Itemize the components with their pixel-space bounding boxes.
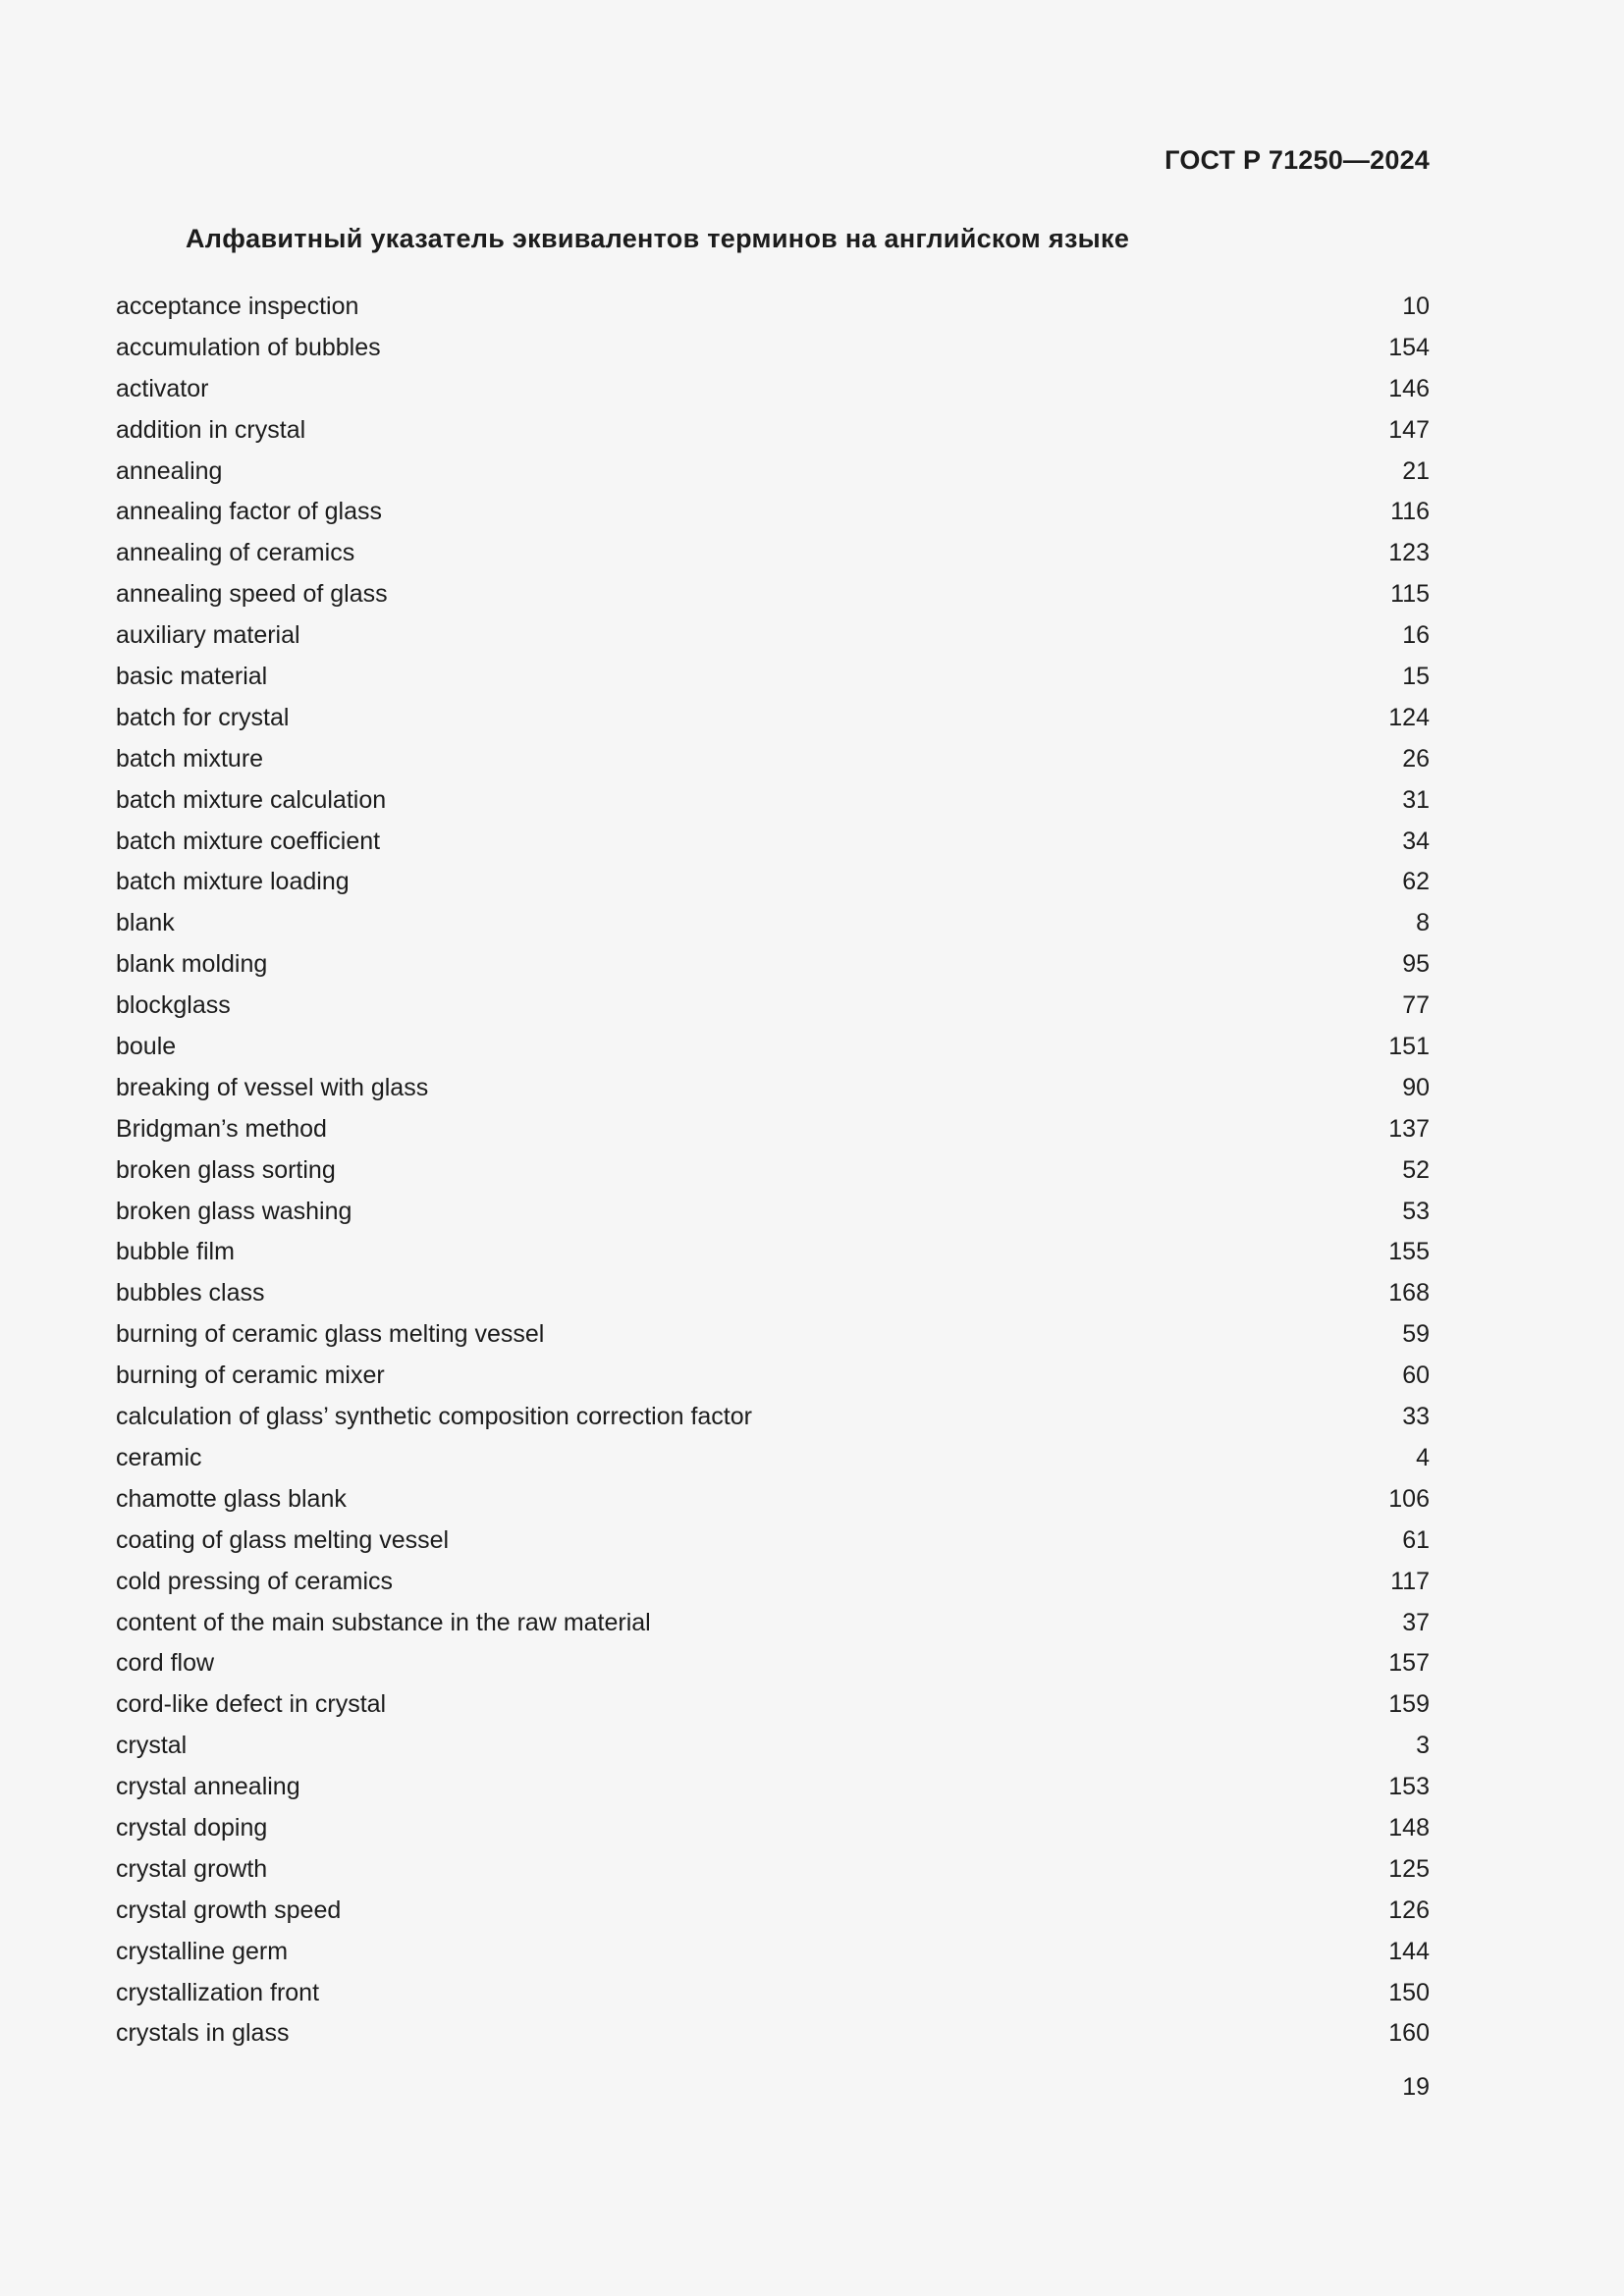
index-entry	[116, 410, 1430, 452]
index-ref-number: 3	[1416, 1732, 1430, 1760]
index-ref-number: 33	[1402, 1403, 1430, 1431]
index-ref-number: 124	[1388, 703, 1430, 731]
index-term: batch for crystal	[116, 703, 290, 731]
index-term: auxiliary material	[116, 621, 300, 650]
index-term: annealing	[116, 456, 223, 485]
index-ref-number: 77	[1402, 991, 1430, 1020]
index-term: boule	[116, 1033, 177, 1061]
index-term: accumulation of bubbles	[116, 333, 381, 361]
index-term: coating of glass melting vessel	[116, 1525, 450, 1554]
index-term: crystalline germ	[116, 1937, 289, 1965]
index-entry	[116, 1273, 1430, 1314]
index-ref-number: 154	[1388, 333, 1430, 361]
index-entry	[116, 822, 1430, 863]
index-term: crystals in glass	[116, 2019, 290, 2048]
index-term: crystal annealing	[116, 1773, 300, 1801]
index-term: cord-like defect in crystal	[116, 1690, 387, 1719]
index-entry	[116, 698, 1430, 739]
index-term: annealing of ceramics	[116, 539, 355, 567]
index-term: batch mixture loading	[116, 868, 350, 896]
index-entry	[116, 1849, 1430, 1891]
index-ref-number: 155	[1388, 1238, 1430, 1266]
index-term: crystal doping	[116, 1813, 268, 1842]
index-ref-number: 116	[1390, 498, 1430, 526]
index-term: basic material	[116, 663, 268, 691]
index-entry	[116, 1643, 1430, 1684]
index-term: batch mixture calculation	[116, 785, 387, 814]
index-ref-number: 151	[1388, 1033, 1430, 1061]
index-ref-number: 37	[1402, 1608, 1430, 1636]
index-entry	[116, 657, 1430, 698]
index-entry	[116, 1314, 1430, 1356]
index-entry	[116, 862, 1430, 903]
index-term: batch mixture coefficient	[116, 827, 381, 855]
index-ref-number: 62	[1402, 868, 1430, 896]
index-entry	[116, 986, 1430, 1027]
index-entry	[116, 1109, 1430, 1150]
index-entry	[116, 1232, 1430, 1273]
index-ref-number: 157	[1388, 1649, 1430, 1678]
index-ref-number: 125	[1388, 1854, 1430, 1883]
index-ref-number: 123	[1388, 539, 1430, 567]
index-entry	[116, 1027, 1430, 1068]
index-term: bubbles class	[116, 1279, 265, 1308]
index-entry	[116, 1479, 1430, 1521]
index-entry	[116, 1356, 1430, 1397]
index-entry	[116, 1891, 1430, 1932]
index-entry	[116, 492, 1430, 533]
index-ref-number: 148	[1388, 1813, 1430, 1842]
index-entry	[116, 1521, 1430, 1562]
index-ref-number: 10	[1402, 293, 1430, 320]
index-term: activator	[116, 374, 209, 402]
index-ref-number: 21	[1402, 456, 1430, 485]
index-term: crystal	[116, 1732, 188, 1760]
index-title: Алфавитный указатель эквивалентов терминов на английском языке	[186, 224, 1130, 253]
index-entry	[116, 944, 1430, 986]
index-entry	[116, 1068, 1430, 1109]
index-term: acceptance inspection	[116, 293, 359, 320]
index-ref-number: 95	[1402, 950, 1430, 979]
index-entry	[116, 533, 1430, 574]
index-term: bubble film	[116, 1238, 235, 1266]
index-term: blank molding	[116, 950, 268, 979]
index-entry	[116, 287, 1430, 328]
index-ref-number: 150	[1388, 1978, 1430, 2006]
page-number: 19	[1402, 2073, 1430, 2101]
index-entry	[116, 615, 1430, 657]
index-term: crystallization front	[116, 1978, 320, 2006]
index-term: crystal growth	[116, 1854, 268, 1883]
index-entry	[116, 1767, 1430, 1808]
index-ref-number: 16	[1402, 621, 1430, 650]
index-ref-number: 117	[1390, 1567, 1430, 1595]
index-term: broken glass washing	[116, 1197, 352, 1225]
index-entry	[116, 1397, 1430, 1438]
index-entry	[116, 1192, 1430, 1233]
index-term: burning of ceramic mixer	[116, 1362, 385, 1390]
index-entry	[116, 1973, 1430, 2014]
index-entry	[116, 328, 1430, 369]
index-entry	[116, 1808, 1430, 1849]
index-term: ceramic	[116, 1443, 202, 1471]
index-ref-number: 168	[1388, 1279, 1430, 1308]
index-entry	[116, 1603, 1430, 1644]
index-ref-number: 147	[1388, 415, 1430, 444]
index-ref-number: 52	[1402, 1155, 1430, 1184]
index-term: content of the main substance in the raw material	[116, 1608, 651, 1636]
index-ref-number: 115	[1390, 580, 1430, 609]
index-term: calculation of glass’ synthetic composition correction factor	[116, 1403, 752, 1431]
index-ref-number: 106	[1388, 1484, 1430, 1513]
index-entry	[116, 452, 1430, 493]
index-term: blank	[116, 909, 175, 937]
index-ref-number: 26	[1402, 744, 1430, 773]
index-term: crystal growth speed	[116, 1896, 342, 1924]
index-entry	[116, 1726, 1430, 1767]
index-ref-number: 59	[1402, 1320, 1430, 1349]
index-entry	[116, 1438, 1430, 1479]
index-ref-number: 126	[1388, 1896, 1430, 1924]
index-entry	[116, 1684, 1430, 1726]
index-ref-number: 159	[1388, 1690, 1430, 1719]
index-ref-number: 146	[1388, 374, 1430, 402]
index-list	[116, 287, 1430, 2055]
index-ref-number: 34	[1402, 827, 1430, 855]
index-entry	[116, 739, 1430, 780]
index-term: annealing speed of glass	[116, 580, 388, 609]
index-ref-number: 15	[1402, 663, 1430, 691]
index-entry	[116, 780, 1430, 822]
index-ref-number: 160	[1388, 2019, 1430, 2048]
index-ref-number: 60	[1402, 1362, 1430, 1390]
index-term: broken glass sorting	[116, 1155, 336, 1184]
index-entry	[116, 903, 1430, 944]
index-entry	[116, 369, 1430, 410]
index-entry	[116, 574, 1430, 615]
index-term: Bridgman’s method	[116, 1114, 327, 1143]
index-term: breaking of vessel with glass	[116, 1073, 429, 1101]
index-ref-number: 144	[1388, 1937, 1430, 1965]
index-term: cord flow	[116, 1649, 215, 1678]
index-term: burning of ceramic glass melting vessel	[116, 1320, 545, 1349]
document-id: ГОСТ Р 71250—2024	[1164, 145, 1430, 175]
index-entry	[116, 1150, 1430, 1192]
index-term: annealing factor of glass	[116, 498, 383, 526]
index-ref-number: 8	[1416, 909, 1430, 937]
index-ref-number: 4	[1416, 1443, 1430, 1471]
index-ref-number: 137	[1388, 1114, 1430, 1143]
index-ref-number: 153	[1388, 1773, 1430, 1801]
index-ref-number: 53	[1402, 1197, 1430, 1225]
index-ref-number: 31	[1402, 785, 1430, 814]
index-ref-number: 61	[1402, 1525, 1430, 1554]
index-term: addition in crystal	[116, 415, 306, 444]
index-entry	[116, 1562, 1430, 1603]
index-entry	[116, 1932, 1430, 1973]
index-ref-number: 90	[1402, 1073, 1430, 1101]
index-term: chamotte glass blank	[116, 1484, 347, 1513]
index-term: cold pressing of ceramics	[116, 1567, 394, 1595]
index-term: blockglass	[116, 991, 231, 1020]
index-entry	[116, 2013, 1430, 2055]
index-term: batch mixture	[116, 744, 264, 773]
